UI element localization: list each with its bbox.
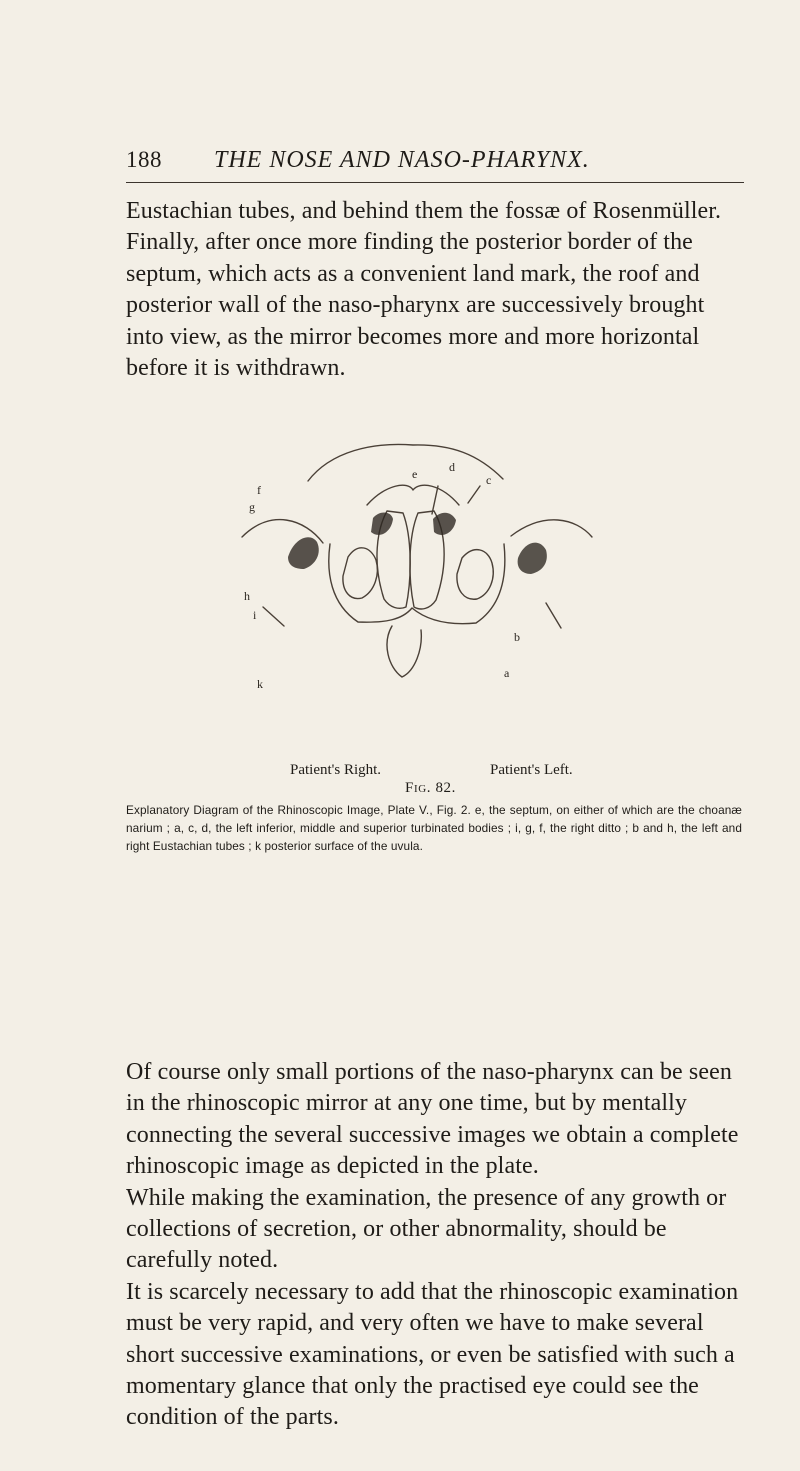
label-g: g [249, 500, 255, 514]
label-f: f [257, 483, 261, 497]
label-d: d [449, 460, 455, 474]
page-header [126, 146, 744, 186]
pointer-c [468, 486, 480, 503]
pointer-a [546, 603, 561, 628]
intro-paragraph [126, 196, 742, 384]
rhinoscopic-diagram [222, 441, 602, 691]
right-turbinate-shade [371, 512, 393, 534]
left-eustachian-mark [518, 543, 547, 574]
label-e: e [412, 467, 418, 481]
uvula [387, 626, 421, 677]
upper-outline [308, 444, 503, 481]
diagram-labels [244, 460, 520, 691]
body-paragraphs [126, 1057, 742, 1434]
header-rule [126, 182, 744, 183]
right-eustachian-mark [288, 537, 319, 569]
right-turbinate-lower [343, 548, 377, 599]
label-i: i [253, 608, 257, 622]
diagram-svg [222, 441, 602, 691]
figure-caption: Explanatory Diagram of the Rhinoscopic Image, Plate V., Fig. 2. e, the septum, on either of which are the choanæ narium ; a, c, d, the left inferior, middle and superior turbinated bodies ; i, g, f, the right ditto ; b and h, the left and right Eustachian tubes ; k posterior surface of the uvula. [126, 803, 742, 853]
page-number: 188 [126, 147, 162, 172]
figure-side-labels [290, 762, 640, 782]
paragraph-1: Of course only small portions of the naso-pharynx can be seen in the rhinoscopic mirror at any one time, but by mentally connecting the several successive images we obtain a complete rhinoscopic image as depicted in the plate. [126, 1059, 739, 1180]
patient-left-label: Patient's Left. [490, 762, 573, 778]
pointer-d [432, 486, 438, 514]
label-c: c [486, 473, 492, 487]
label-b: b [514, 630, 520, 644]
left-turbinate-shade [433, 513, 456, 535]
paragraph-3: It is scarcely necessary to add that the rhinoscopic examination must be very rapid, and very often we have to make several short successive examinations, or even be satisfied with such a momentary glance that only the practised eye could see the condition of the parts. [126, 1278, 739, 1431]
main-outline [329, 544, 505, 624]
right-shoulder [511, 520, 592, 537]
intro-text: Eustachian tubes, and behind them the fossæ of Rosenmüller. Finally, after once more finding the posterior border of the septum, which acts as a convenient land mark, the roof and posterior wall of the naso-pharynx are successively brought into view, as the mirror becomes more and more horizontal before it is withdrawn. [126, 198, 722, 382]
label-h: h [244, 589, 250, 603]
label-a: a [504, 666, 510, 680]
left-turbinate-lower [457, 550, 493, 600]
paragraph-2: While making the examination, the presence of any growth or collections of secretion, or other abnormality, should be carefully noted. [126, 1184, 727, 1274]
patient-right-label: Patient's Right. [290, 762, 382, 778]
figure-number: Fig. 82. [405, 780, 456, 796]
running-head: THE NOSE AND NASO-PHARYNX. [214, 147, 590, 173]
label-k: k [257, 677, 263, 691]
septum-roof [367, 485, 459, 505]
pointer-h [263, 607, 284, 626]
